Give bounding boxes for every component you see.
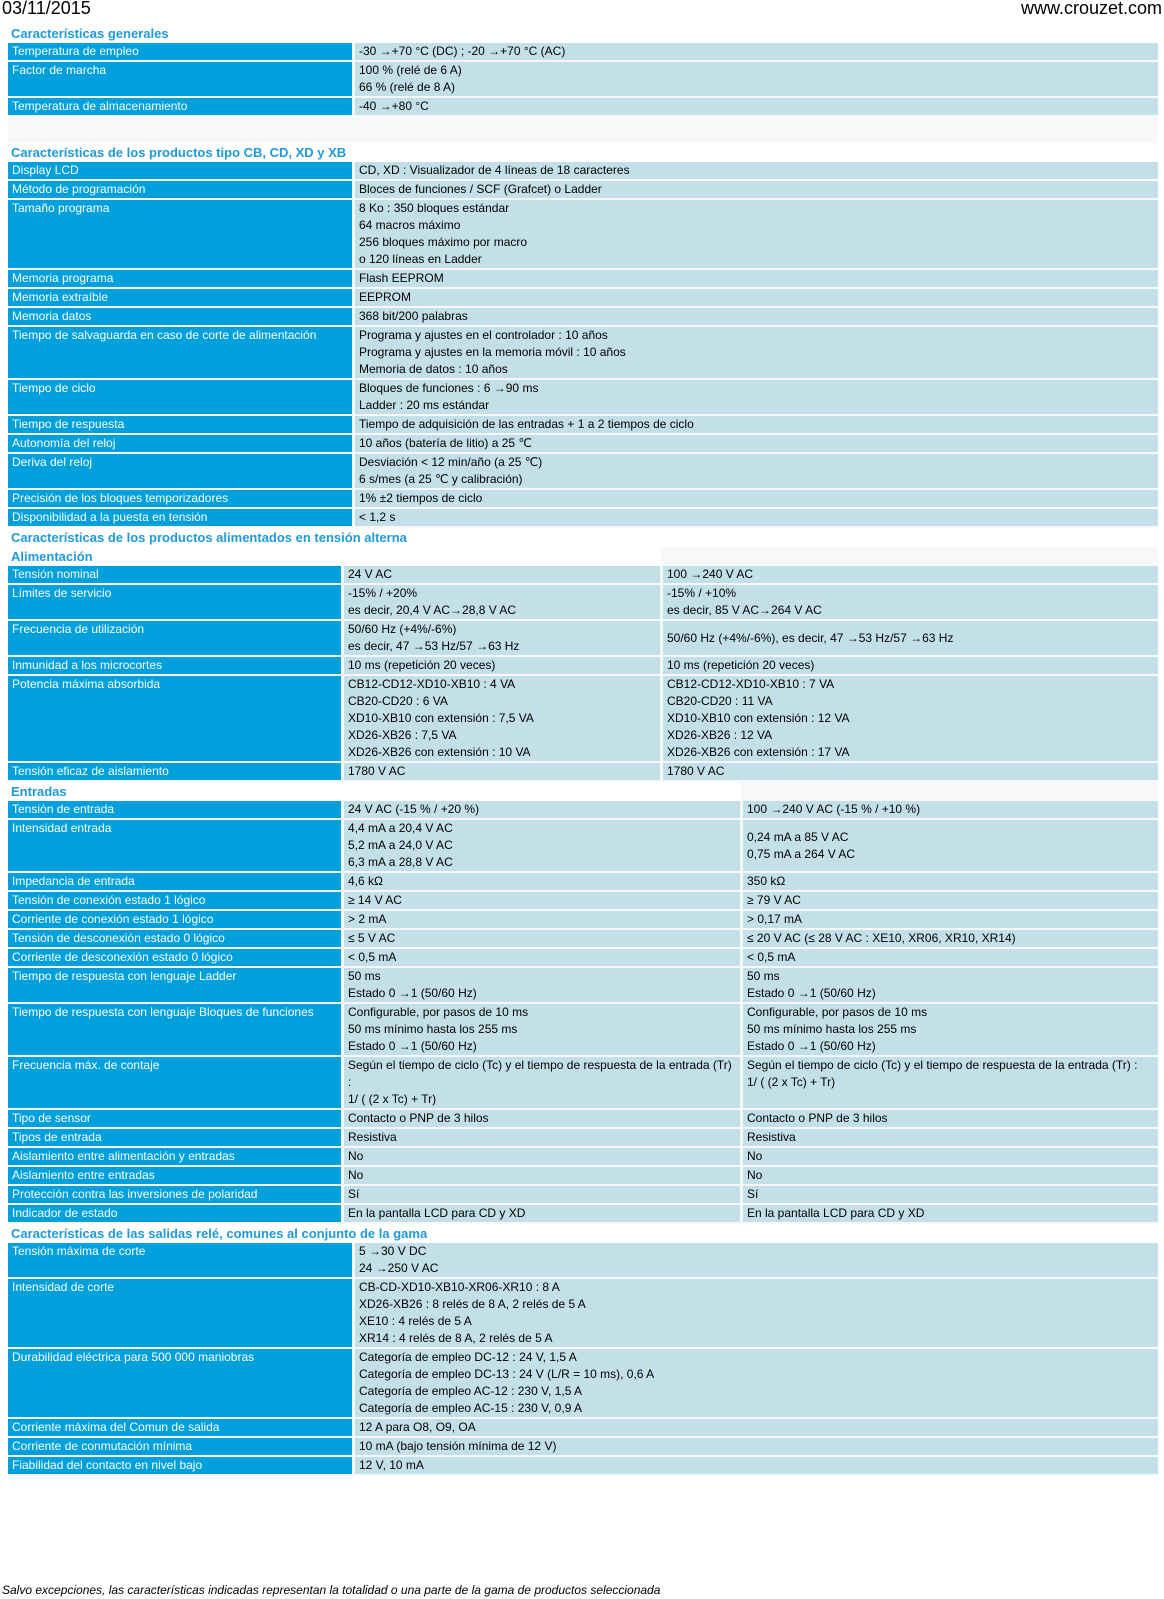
spec-label: Indicador de estado	[8, 1205, 344, 1222]
spec-label: Durabilidad eléctrica para 500 000 maniobras	[8, 1349, 355, 1417]
spec-label: Tiempo de salvaguarda en caso de corte de alimentación	[8, 327, 355, 378]
spec-row	[8, 200, 1158, 268]
spec-row	[8, 1129, 1158, 1146]
spec-row	[8, 1419, 1158, 1436]
spec-value-24v: Resistiva	[344, 1129, 740, 1146]
spec-value-100-240v: 100 →240 V AC	[660, 566, 1158, 583]
spec-value: 368 bit/200 palabras	[355, 308, 1158, 325]
spec-label: Memoria extraíble	[8, 289, 355, 306]
subsection-title-inputs: Entradas	[8, 782, 741, 801]
spec-value: EEPROM	[355, 289, 1158, 306]
spec-label: Display LCD	[8, 162, 355, 179]
spec-value-24v: 4,4 mA a 20,4 V AC 5,2 mA a 24,0 V AC 6,3 mA a 28,8 V AC	[344, 820, 740, 871]
spec-value-100-240v: Resistiva	[740, 1129, 1158, 1146]
spec-row	[8, 1057, 1158, 1108]
spec-label: Tensión eficaz de aislamiento	[8, 763, 344, 780]
spec-row	[8, 416, 1158, 433]
spec-value-24v: ≤ 5 V AC	[344, 930, 740, 947]
spec-row	[8, 62, 1158, 96]
spec-row	[8, 585, 1158, 619]
spec-row	[8, 801, 1158, 818]
spec-table-inputs	[8, 799, 1158, 1224]
spec-value: < 1,2 s	[355, 509, 1158, 526]
spec-label: Frecuencia de utilización	[8, 621, 344, 655]
spec-row	[8, 509, 1158, 526]
section-spacer	[8, 117, 1158, 143]
print-url: www.crouzet.com	[1020, 0, 1162, 18]
spec-value-24v: < 0,5 mA	[344, 949, 740, 966]
spec-label: Tensión de conexión estado 1 lógico	[8, 892, 344, 909]
spec-value-24v: ≥ 14 V AC	[344, 892, 740, 909]
spec-row	[8, 380, 1158, 414]
spec-row	[8, 454, 1158, 488]
spec-row	[8, 820, 1158, 871]
spec-value-100-240v: En la pantalla LCD para CD y XD	[740, 1205, 1158, 1222]
spec-value-24v: No	[344, 1167, 740, 1184]
spec-row	[8, 162, 1158, 179]
spec-label: Factor de marcha	[8, 62, 355, 96]
spec-label: Tiempo de respuesta con lenguaje Bloques de funciones	[8, 1004, 344, 1055]
spec-value-24v: CB12-CD12-XD10-XB10 : 4 VA CB20-CD20 : 6 VA XD10-XB10 con extensión : 7,5 VA XD26-XB26 : 7,5 VA XD26-XB26 con extensión : 10 VA	[344, 676, 660, 761]
footer-note: Salvo excepciones, las características indicadas representan la totalidad o una parte de la gama de productos seleccionada	[2, 1583, 661, 1597]
spec-value-100-240v: Contacto o PNP de 3 hilos	[740, 1110, 1158, 1127]
spec-row	[8, 1438, 1158, 1455]
spec-label: Inmunidad a los microcortes	[8, 657, 344, 674]
spec-value-100-240v: Sí	[740, 1186, 1158, 1203]
spec-row	[8, 968, 1158, 1002]
spec-value: Tiempo de adquisición de las entradas + 1 a 2 tiempos de ciclo	[355, 416, 1158, 433]
spec-row	[8, 676, 1158, 761]
spec-label: Memoria programa	[8, 270, 355, 287]
spec-label: Intensidad entrada	[8, 820, 344, 871]
spec-value: CD, XD : Visualizador de 4 líneas de 18 caracteres	[355, 162, 1158, 179]
spec-value-24v: No	[344, 1148, 740, 1165]
spec-value-100-240v: 10 ms (repetición 20 veces)	[660, 657, 1158, 674]
spec-row	[8, 1205, 1158, 1222]
spec-value-100-240v: ≤ 20 V AC (≤ 28 V AC : XE10, XR06, XR10, XR14)	[740, 930, 1158, 947]
spec-label: Tiempo de respuesta	[8, 416, 355, 433]
spec-row	[8, 1110, 1158, 1127]
spec-value-100-240v: Según el tiempo de ciclo (Tc) y el tiempo de respuesta de la entrada (Tr) : 1/ ( (2 x Tc) + Tr)	[740, 1057, 1158, 1108]
spec-label: Corriente de desconexión estado 0 lógico	[8, 949, 344, 966]
spec-label: Autonomía del reloj	[8, 435, 355, 452]
spec-label: Tensión de entrada	[8, 801, 344, 818]
spec-value: Desviación < 12 min/año (a 25 ℃) 6 s/mes (a 25 ℃ y calibración)	[355, 454, 1158, 488]
spec-row	[8, 181, 1158, 198]
spec-label: Aislamiento entre entradas	[8, 1167, 344, 1184]
spec-label: Corriente máxima del Comun de salida	[8, 1419, 355, 1436]
spec-row	[8, 930, 1158, 947]
spec-label: Tensión máxima de corte	[8, 1243, 355, 1277]
spec-value-100-240v: No	[740, 1167, 1158, 1184]
spec-label: Tiempo de respuesta con lenguaje Ladder	[8, 968, 344, 1002]
spec-label: Corriente de conexión estado 1 lógico	[8, 911, 344, 928]
spec-row	[8, 435, 1158, 452]
spec-label: Aislamiento entre alimentación y entradas	[8, 1148, 344, 1165]
spec-value: 10 mA (bajo tensión mínima de 12 V)	[355, 1438, 1158, 1455]
spec-label: Tamaño programa	[8, 200, 355, 268]
spec-label: Disponibilidad a la puesta en tensión	[8, 509, 355, 526]
spec-row	[8, 892, 1158, 909]
spec-row	[8, 1349, 1158, 1417]
spec-table-relay	[8, 1241, 1158, 1476]
spec-label: Deriva del reloj	[8, 454, 355, 488]
spec-value-100-240v: < 0,5 mA	[740, 949, 1158, 966]
spec-value-24v: 4,6 kΩ	[344, 873, 740, 890]
spec-value-24v: 1780 V AC	[344, 763, 660, 780]
spec-row	[8, 566, 1158, 583]
spec-row	[8, 911, 1158, 928]
spec-row	[8, 1004, 1158, 1055]
spec-value: 10 años (batería de litio) a 25 ℃	[355, 435, 1158, 452]
spec-value-100-240v: 50 ms Estado 0 →1 (50/60 Hz)	[740, 968, 1158, 1002]
spec-label: Tipo de sensor	[8, 1110, 344, 1127]
spec-row	[8, 1148, 1158, 1165]
spec-label: Impedancia de entrada	[8, 873, 344, 890]
spec-label: Tensión de desconexión estado 0 lógico	[8, 930, 344, 947]
spec-row	[8, 763, 1158, 780]
spec-value-24v: Configurable, por pasos de 10 ms 50 ms mínimo hasta los 255 ms Estado 0 →1 (50/60 Hz)	[344, 1004, 740, 1055]
spec-value-100-240v: No	[740, 1148, 1158, 1165]
spec-value-24v: 24 V AC (-15 % / +20 %)	[344, 801, 740, 818]
spec-value-24v: En la pantalla LCD para CD y XD	[344, 1205, 740, 1222]
spec-label: Precisión de los bloques temporizadores	[8, 490, 355, 507]
spec-row	[8, 289, 1158, 306]
spec-value: 8 Ko : 350 bloques estándar 64 macros máximo 256 bloques máximo por macro o 120 líneas en Ladder	[355, 200, 1158, 268]
spec-row	[8, 1167, 1158, 1184]
spec-value-100-240v: -15% / +10% es decir, 85 V AC→264 V AC	[660, 585, 1158, 619]
spec-label: Temperatura de almacenamiento	[8, 98, 355, 115]
spec-label: Memoria datos	[8, 308, 355, 325]
spec-value-100-240v: Configurable, por pasos de 10 ms 50 ms mínimo hasta los 255 ms Estado 0 →1 (50/60 Hz)	[740, 1004, 1158, 1055]
spec-content	[8, 24, 1158, 1476]
spec-value-100-240v: > 0,17 mA	[740, 911, 1158, 928]
spec-row	[8, 621, 1158, 655]
spec-value-24v: 24 V AC	[344, 566, 660, 583]
spec-value: 12 V, 10 mA	[355, 1457, 1158, 1474]
spec-value-24v: 10 ms (repetición 20 veces)	[344, 657, 660, 674]
spec-label: Fiabilidad del contacto en nivel bajo	[8, 1457, 355, 1474]
spec-value-100-240v: 1780 V AC	[660, 763, 1158, 780]
section-title-general: Características generales	[8, 24, 1158, 43]
spec-row	[8, 98, 1158, 115]
spec-value-24v: > 2 mA	[344, 911, 740, 928]
spec-label: Potencia máxima absorbida	[8, 676, 344, 761]
spec-row	[8, 1243, 1158, 1277]
spec-value-100-240v: ≥ 79 V AC	[740, 892, 1158, 909]
spec-table-power	[8, 564, 1158, 782]
spec-row	[8, 949, 1158, 966]
spec-value: 100 % (relé de 6 A) 66 % (relé de 8 A)	[355, 62, 1158, 96]
spec-row	[8, 1457, 1158, 1474]
spec-row	[8, 657, 1158, 674]
spec-value-24v: Sí	[344, 1186, 740, 1203]
spec-value: CB-CD-XD10-XB10-XR06-XR10 : 8 A XD26-XB26 : 8 relés de 8 A, 2 relés de 5 A XE10 : 4 relés de 5 A XR14 : 4 relés de 8 A, 2 relés de 5 A	[355, 1279, 1158, 1347]
spec-value-100-240v: 0,24 mA a 85 V AC 0,75 mA a 264 V AC	[740, 820, 1158, 871]
spec-value-24v: 50/60 Hz (+4%/-6%) es decir, 47 →53 Hz/57 →63 Hz	[344, 621, 660, 655]
spec-value-100-240v: 350 kΩ	[740, 873, 1158, 890]
section-title-ac: Características de los productos alimentados en tensión alterna	[8, 528, 1158, 547]
spec-value: Bloques de funciones : 6 →90 ms Ladder : 20 ms estándar	[355, 380, 1158, 414]
spec-row	[8, 43, 1158, 60]
print-header	[0, 0, 1164, 22]
spec-value: Programa y ajustes en el controlador : 10 años Programa y ajustes en la memoria móvil : 10 años Memoria de datos : 10 años	[355, 327, 1158, 378]
spec-row	[8, 1186, 1158, 1203]
spec-label: Protección contra las inversiones de polaridad	[8, 1186, 344, 1203]
spec-value-24v: -15% / +20% es decir, 20,4 V AC→28,8 V AC	[344, 585, 660, 619]
spec-label: Intensidad de corte	[8, 1279, 355, 1347]
spec-value-100-240v: 100 →240 V AC (-15 % / +10 %)	[740, 801, 1158, 818]
spec-value: 5 →30 V DC 24 →250 V AC	[355, 1243, 1158, 1277]
spec-value: -30 →+70 °C (DC) ; -20 →+70 °C (AC)	[355, 43, 1158, 60]
section-title-relay: Características de las salidas relé, comunes al conjunto de la gama	[8, 1224, 1158, 1243]
spec-label: Tipos de entrada	[8, 1129, 344, 1146]
spec-label: Método de programación	[8, 181, 355, 198]
spec-value-100-240v: 50/60 Hz (+4%/-6%), es decir, 47 →53 Hz/57 →63 Hz	[660, 621, 1158, 655]
spec-value: Bloces de funciones / SCF (Grafcet) o Ladder	[355, 181, 1158, 198]
spec-value-100-240v: CB12-CD12-XD10-XB10 : 7 VA CB20-CD20 : 11 VA XD10-XB10 con extensión : 12 VA XD26-XB26 : 12 VA XD26-XB26 con extensión : 17 VA	[660, 676, 1158, 761]
spec-value-24v: Según el tiempo de ciclo (Tc) y el tiempo de respuesta de la entrada (Tr) : 1/ ( (2 x Tc) + Tr)	[344, 1057, 740, 1108]
spec-label: Temperatura de empleo	[8, 43, 355, 60]
spec-row	[8, 873, 1158, 890]
spec-row	[8, 270, 1158, 287]
spec-label: Tiempo de ciclo	[8, 380, 355, 414]
spec-table-products	[8, 160, 1158, 528]
spec-value: 12 A para O8, O9, OA	[355, 1419, 1158, 1436]
spec-label: Corriente de conmutación mínima	[8, 1438, 355, 1455]
subsection-title-power: Alimentación	[8, 547, 661, 566]
spec-table-general	[8, 41, 1158, 117]
spec-row	[8, 1279, 1158, 1347]
spec-label: Límites de servicio	[8, 585, 344, 619]
spec-row	[8, 327, 1158, 378]
spec-value-24v: Contacto o PNP de 3 hilos	[344, 1110, 740, 1127]
spec-row	[8, 490, 1158, 507]
spec-value: Flash EEPROM	[355, 270, 1158, 287]
print-date: 03/11/2015	[2, 0, 91, 18]
spec-row	[8, 308, 1158, 325]
spec-value: Categoría de empleo DC-12 : 24 V, 1,5 A Categoría de empleo DC-13 : 24 V (L/R = 10 ms), 0,6 A Categoría de empleo AC-12 : 230 V, 1,5 A Categoría de empleo AC-15 : 230 V, 0,9 A	[355, 1349, 1158, 1417]
spec-value: -40 →+80 °C	[355, 98, 1158, 115]
spec-label: Tensión nominal	[8, 566, 344, 583]
spec-value: 1% ±2 tiempos de ciclo	[355, 490, 1158, 507]
section-title-products: Características de los productos tipo CB, CD, XD y XB	[8, 143, 1158, 162]
spec-label: Frecuencia máx. de contaje	[8, 1057, 344, 1108]
spec-value-24v: 50 ms Estado 0 →1 (50/60 Hz)	[344, 968, 740, 1002]
